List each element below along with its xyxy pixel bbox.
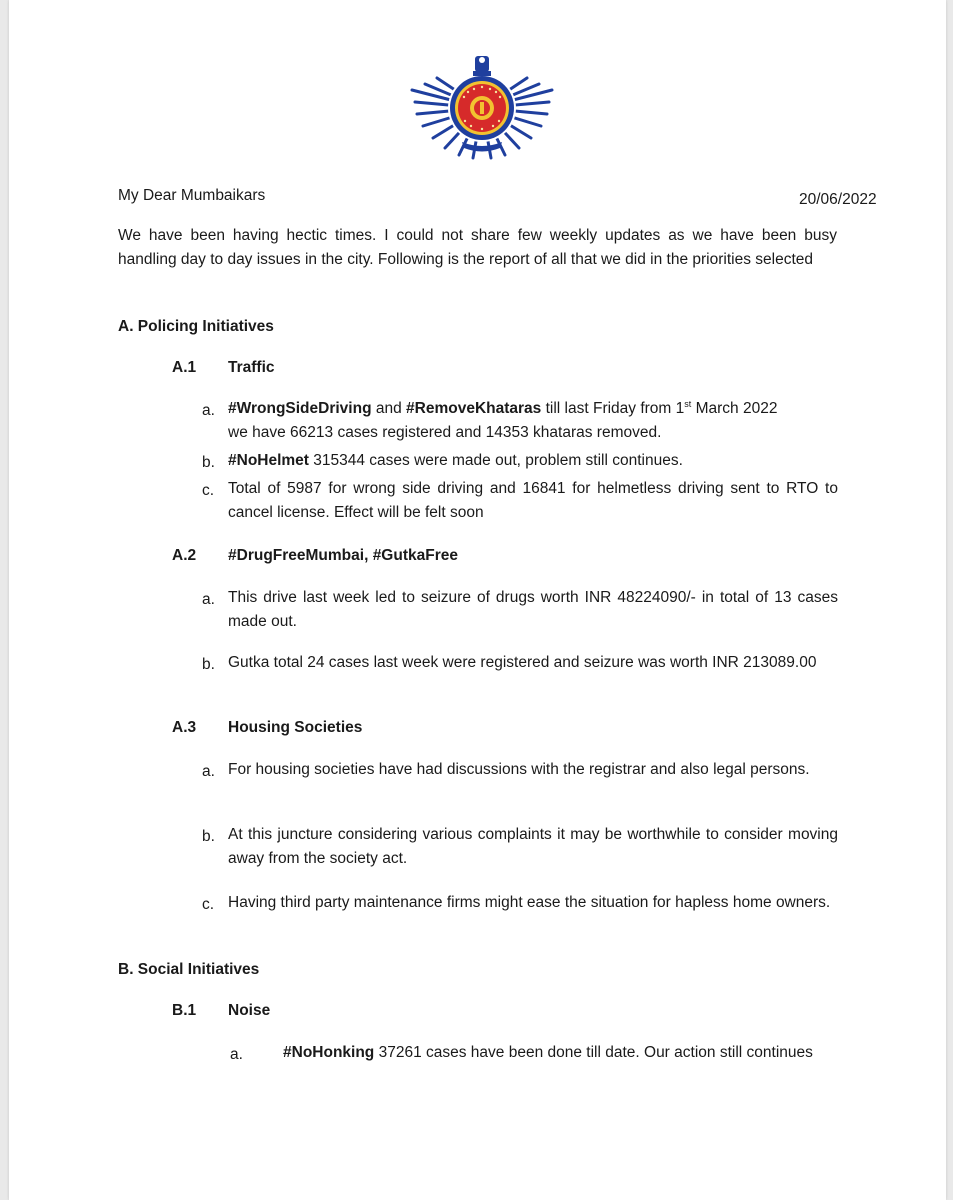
a1-item-c: Total of 5987 for wrong side driving and 16841 for helmetless driving sent to RTO to cancel license. Effect will be felt soon <box>228 480 838 521</box>
hashtag-nohelmet: #NoHelmet <box>228 452 309 469</box>
a3-item-b-marker: b. <box>202 828 215 845</box>
b1-item-a-marker: a. <box>230 1046 243 1063</box>
a2-item-b: Gutka total 24 cases last week were registered and seizure was worth INR 213089.00 <box>228 654 817 671</box>
a2-item-a-marker: a. <box>202 591 215 608</box>
a1-item-a-line1 <box>228 397 838 421</box>
section-a-title: A. Policing Initiatives <box>118 318 274 335</box>
letter-page <box>9 0 946 1200</box>
hashtag-removekhataras: #RemoveKhataras <box>406 400 542 417</box>
b1-title: Noise <box>228 1002 271 1019</box>
a2-number: A.2 <box>172 547 197 564</box>
b1-number: B.1 <box>172 1002 197 1019</box>
a1-item-b <box>228 449 838 473</box>
a1-item-a-text: till last Friday from 1 <box>541 400 685 417</box>
b1-item-a-text: 37261 cases have been done till date. Our action still continues <box>374 1044 813 1061</box>
a1-item-b-text: 315344 cases were made out, problem still continues. <box>308 452 683 469</box>
a1-item-a-marker: a. <box>202 402 215 419</box>
hashtag-wrongsidedriving: #WrongSideDriving <box>228 400 372 417</box>
a3-item-c-marker: c. <box>202 896 215 913</box>
a1-item-a-line2: we have 66213 cases registered and 14353 khataras removed. <box>228 424 662 441</box>
a1-item-a <box>228 397 838 445</box>
a3-number: A.3 <box>172 719 197 736</box>
a2-item-a: This drive last week led to seizure of drugs worth INR 48224090/- in total of 13 cases made out. <box>228 589 838 630</box>
a3-item-c: Having third party maintenance firms might ease the situation for hapless home owners. <box>228 894 831 911</box>
intro-paragraph: We have been having hectic times. I could not share few weekly updates as we have been busy handling day to day issues in the city. Following is the report of all that we did in the priorities selected <box>118 227 837 268</box>
a2-title: #DrugFreeMumbai, #GutkaFree <box>228 547 458 564</box>
a3-item-b: At this juncture considering various complaints it may be worthwhile to consider moving away from the society act. <box>228 826 838 867</box>
a1-number: A.1 <box>172 359 197 376</box>
a3-item-a: For housing societies have had discussions with the registrar and also legal persons. <box>228 761 810 778</box>
a1-item-a-and: and <box>371 400 407 417</box>
ordinal-suffix: st <box>684 398 692 409</box>
salutation: My Dear Mumbaikars <box>118 187 266 204</box>
b1-item-a <box>283 1041 838 1065</box>
section-b-title: B. Social Initiatives <box>118 961 260 978</box>
a3-item-a-marker: a. <box>202 763 215 780</box>
a1-title: Traffic <box>228 359 275 376</box>
a2-item-b-marker: b. <box>202 656 215 673</box>
a3-title: Housing Societies <box>228 719 363 736</box>
hashtag-nohonking: #NoHonking <box>283 1044 375 1061</box>
letter-date: 20/06/2022 <box>799 191 877 208</box>
mumbai-police-emblem-icon <box>407 50 557 160</box>
a1-item-a-text-end: March 2022 <box>691 400 778 417</box>
a1-item-b-marker: b. <box>202 454 215 471</box>
a1-item-c-marker: c. <box>202 482 215 499</box>
